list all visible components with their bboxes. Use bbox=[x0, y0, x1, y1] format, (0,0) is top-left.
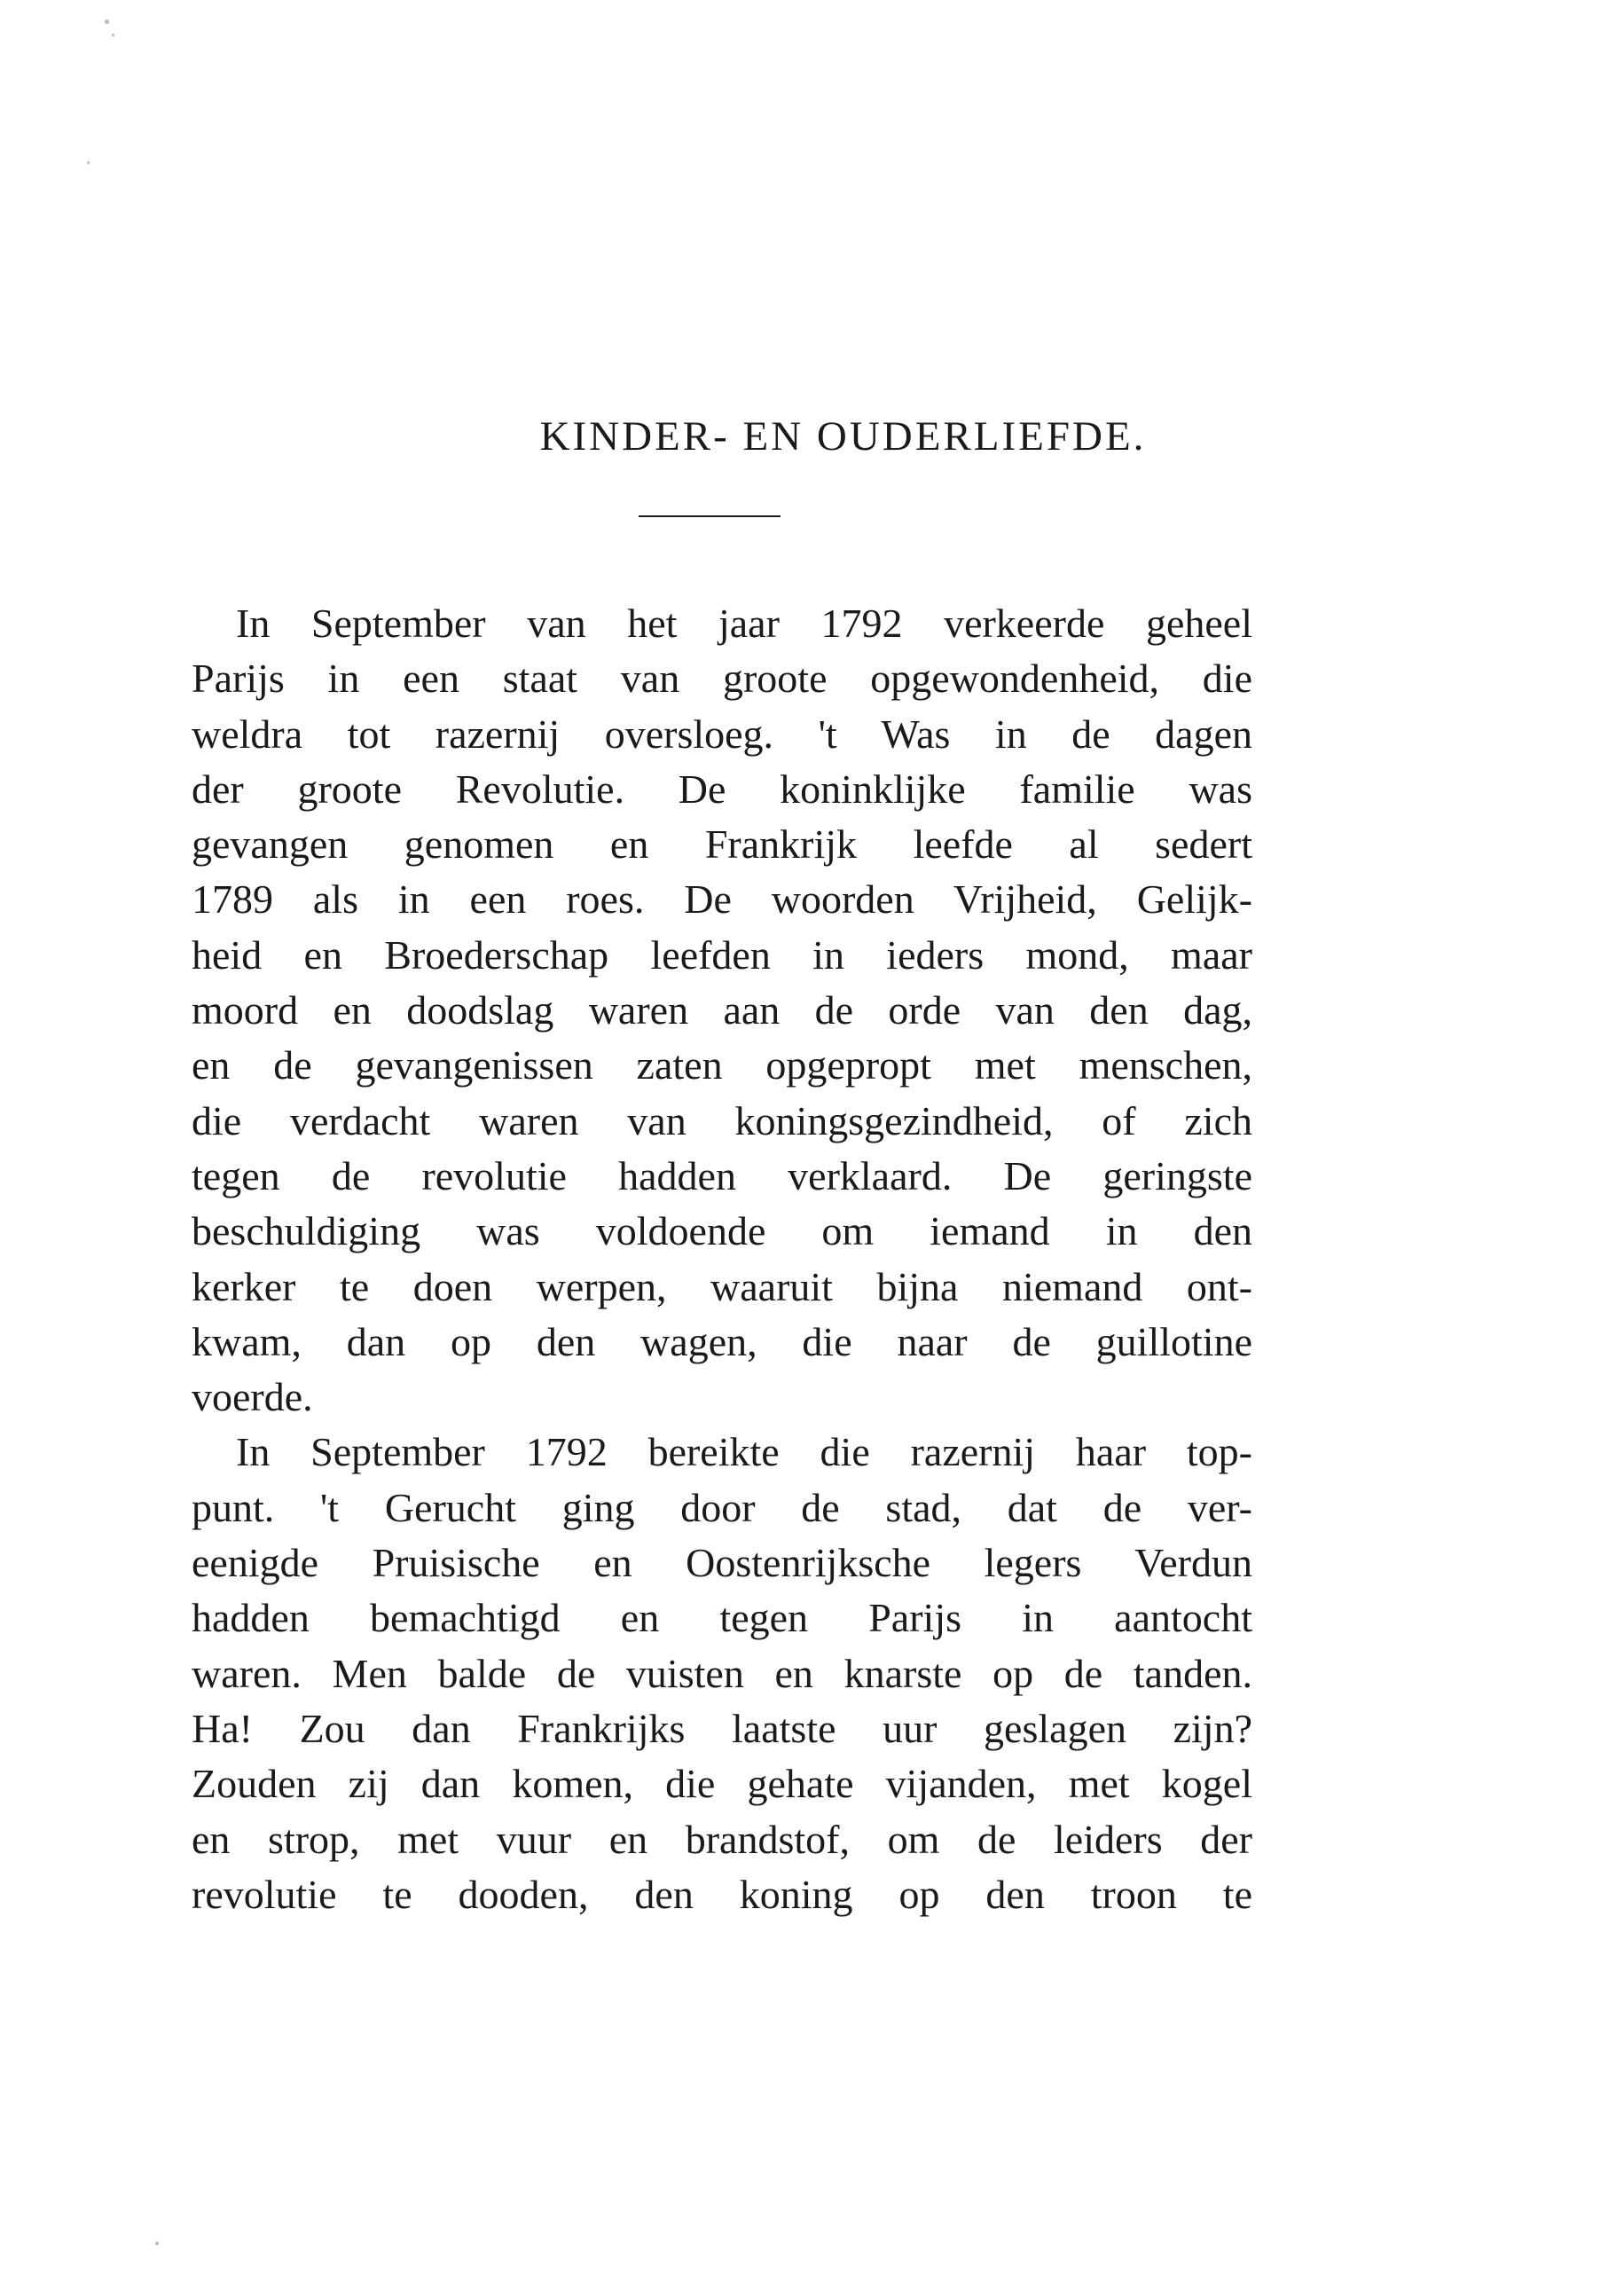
paper-speck bbox=[155, 2242, 159, 2245]
text-line: punt. 't Gerucht ging door de stad, dat de ver- bbox=[192, 1484, 1252, 1530]
paragraph-1 bbox=[192, 596, 1252, 1425]
text-line: gevangen genomen en Frankrijk leefde al sedert bbox=[192, 821, 1252, 868]
text-line: kerker te doen werpen, waaruit bijna niemand ont- bbox=[192, 1263, 1252, 1309]
paper-speck bbox=[87, 161, 90, 164]
body-text bbox=[192, 596, 1252, 1922]
chapter-title: KINDER- EN OUDERLIEFDE. bbox=[539, 413, 1147, 460]
text-line: en strop, met vuur en brandstof, om de leiders der bbox=[192, 1816, 1252, 1862]
text-line: heid en Broederschap leefden in ieders mond, maar bbox=[192, 931, 1252, 978]
text-line: tegen de revolutie hadden verklaard. De geringste bbox=[192, 1152, 1252, 1198]
text-line: kwam, dan op den wagen, die naar de guillotine bbox=[192, 1318, 1252, 1364]
text-line: weldra tot razernij oversloeg. 't Was in de dagen bbox=[192, 711, 1252, 757]
text-line: waren. Men balde de vuisten en knarste op de tanden. bbox=[192, 1650, 1252, 1696]
text-line: Ha! Zou dan Frankrijks laatste uur geslagen zijn? bbox=[192, 1705, 1252, 1751]
title-divider bbox=[639, 515, 781, 517]
text-line: en de gevangenissen zaten opgepropt met menschen, bbox=[192, 1042, 1252, 1088]
paper-speck bbox=[112, 34, 114, 36]
text-line: hadden bemachtigd en tegen Parijs in aantocht bbox=[192, 1595, 1252, 1641]
text-line: voerde. bbox=[192, 1374, 313, 1420]
text-line: eenigde Pruisische en Oostenrijksche legers Verdun bbox=[192, 1540, 1252, 1586]
text-line: moord en doodslag waren aan de orde van den dag, bbox=[192, 987, 1252, 1033]
paragraph-2 bbox=[192, 1425, 1252, 1922]
text-line: In September van het jaar 1792 verkeerde geheel bbox=[236, 601, 1252, 646]
text-line: Parijs in een staat van groote opgewondenheid, die bbox=[192, 656, 1252, 702]
paper-speck bbox=[105, 20, 109, 24]
text-line: revolutie te dooden, den koning op den troon te bbox=[192, 1871, 1252, 1917]
text-line: die verdacht waren van koningsgezindheid, of zich bbox=[192, 1097, 1252, 1143]
text-line: beschuldiging was voldoende om iemand in den bbox=[192, 1208, 1252, 1254]
text-line: der groote Revolutie. De koninklijke familie was bbox=[192, 766, 1252, 812]
text-line: Zouden zij dan komen, die gehate vijanden, met kogel bbox=[192, 1761, 1252, 1807]
text-line: In September 1792 bereikte die razernij haar top- bbox=[236, 1429, 1252, 1475]
text-line: 1789 als in een roes. De woorden Vrijheid, Gelijk- bbox=[192, 876, 1252, 923]
